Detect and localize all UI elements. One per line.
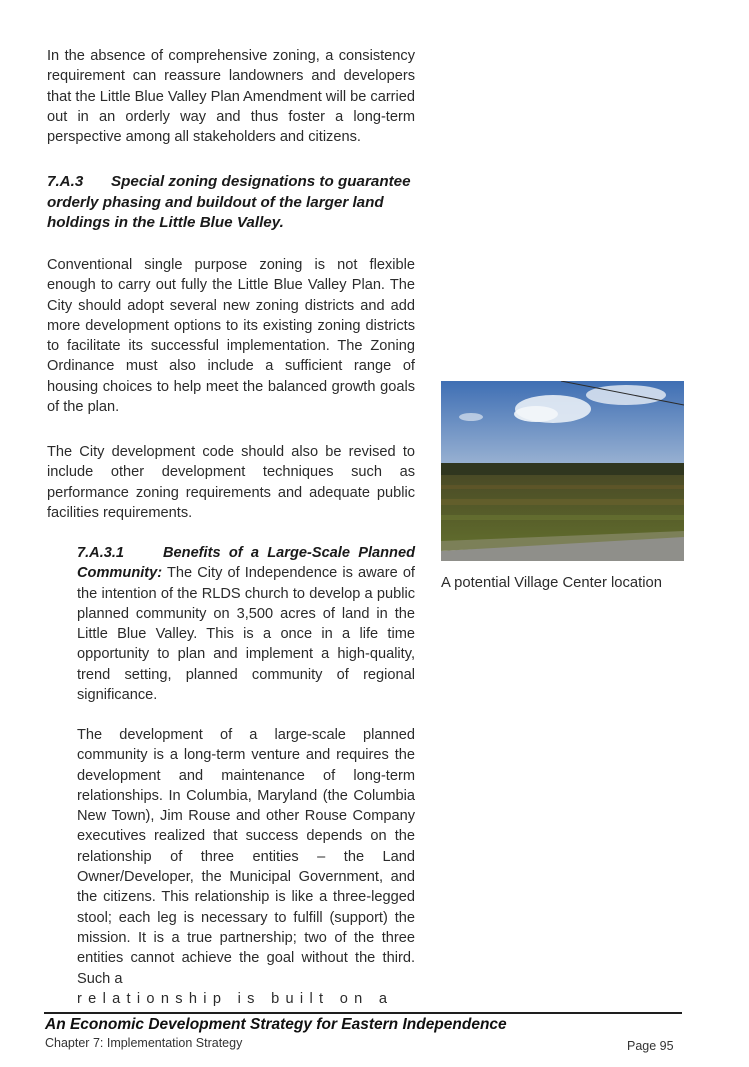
footer-divider	[44, 1012, 682, 1014]
page-number: Page 95	[627, 1039, 674, 1053]
footer-title: An Economic Development Strategy for Eastern Independence	[45, 1016, 507, 1033]
subsection-paragraph	[77, 543, 415, 705]
village-center-photo	[441, 381, 684, 561]
subsection-number: 7.A.3.1	[77, 545, 125, 561]
landscape-image	[441, 381, 684, 561]
subsection-title: Benefits of a Large-Scale Planned Community:	[77, 545, 415, 582]
footer-chapter: Chapter 7: Implementation Strategy	[45, 1036, 243, 1050]
partnership-last-line: relationship is built on a	[77, 990, 394, 1007]
partnership-paragraph	[77, 725, 415, 1009]
intro-paragraph: In the absence of comprehensive zoning, a consistency requirement can reassure landowners and developers that the Little Blue Valley Plan Amendment will be carried out in an orderly way and thus foster a long-term perspective among all stakeholders and citizens.	[47, 48, 416, 146]
section-number: 7.A.3	[47, 173, 84, 190]
development-code-paragraph: The City development code should also be revised to include other development techniques such as performance zoning requirements and adequate public facilities requirements.	[47, 444, 415, 521]
section-title: Special zoning designations to guarantee orderly phasing and buildout of the larger land holdings in the Little Blue Valley.	[47, 173, 411, 231]
section-heading	[47, 172, 415, 234]
partnership-text: The development of a large-scale planned community is a long-term venture and requires the development and maintenance of long-term relationships. In Columbia, Maryland (the Columbia New Town), Jim Rouse and other Rouse Company executives realized that success depends on the relationship of three entities – the Land Owner/Developer, the Municipal Government, and the citizens. This relationship is like a three-legged stool; each leg is necessary to fulfill (support) the mission. It is a true partnership; two of the three entities cannot achieve the goal without the third. Such a	[77, 727, 415, 987]
photo-caption: A potential Village Center location	[441, 575, 663, 591]
zoning-paragraph: Conventional single purpose zoning is not flexible enough to carry out fully the Little Blue Valley Plan. The City should adopt several new zoning districts and add more development options to its existing zoning districts to facilitate its successful implementation. The Zoning Ordinance must also include a sufficient range of housing choices to help meet the balanced growth goals of the plan.	[47, 257, 415, 416]
subsection-text: The City of Independence is aware of the intention of the RLDS church to develop a public planned community on 3,500 acres of land in the Little Blue Valley. This is a once in a life time opportunity to plan and implement a high-quality, trend setting, planned community of regional significance.	[77, 565, 415, 704]
